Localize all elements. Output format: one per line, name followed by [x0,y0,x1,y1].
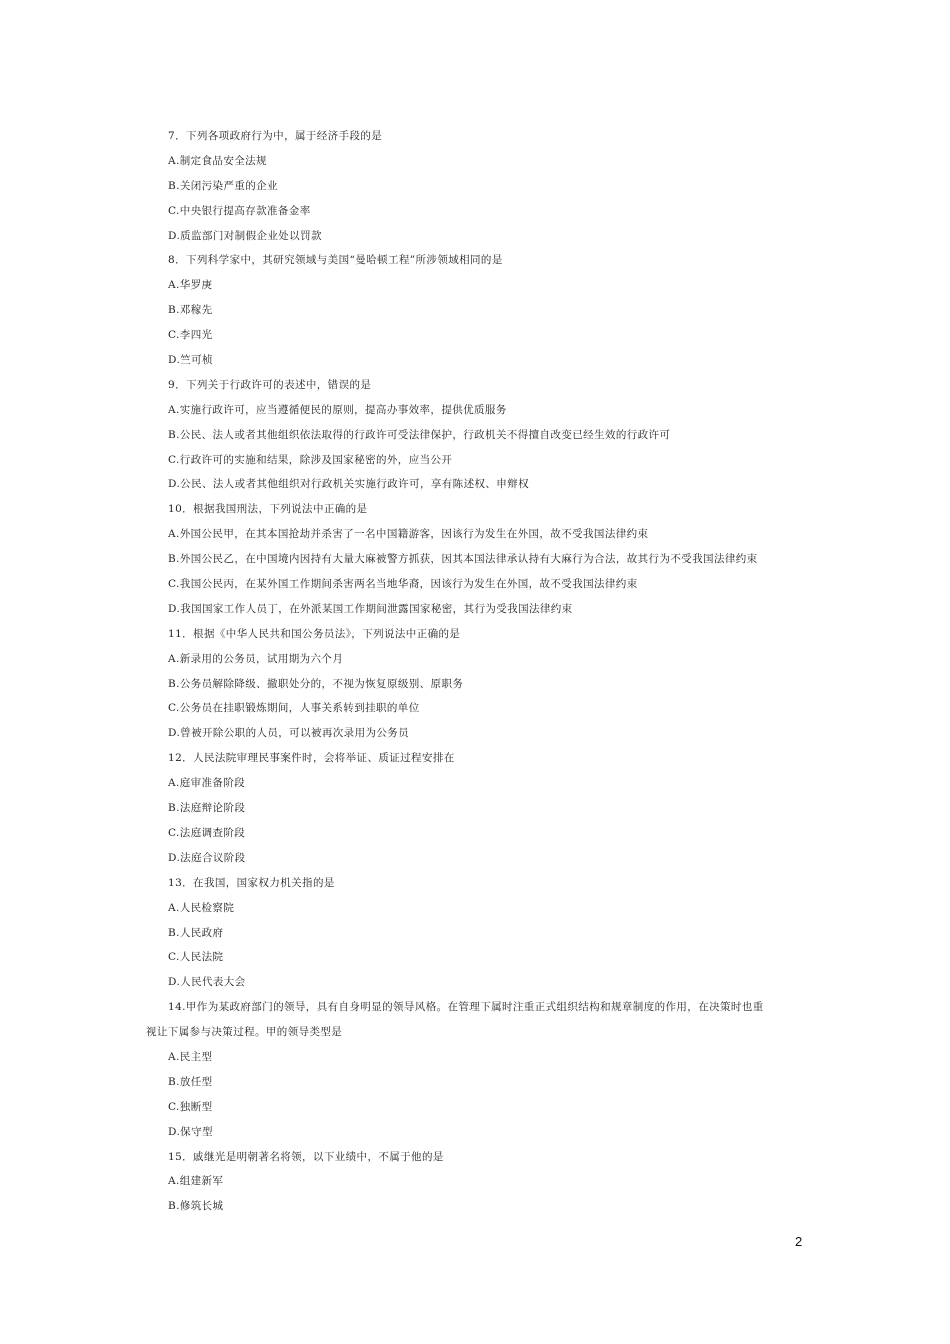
page-number: 2 [795,1234,803,1249]
option-c: C.法庭调查阶段 [168,826,246,839]
option-d: D.人民代表大会 [168,976,246,989]
question-stem: 13．在我国，国家权力机关指的是 [168,876,335,889]
option-a: A.新录用的公务员，试用期为六个月 [168,652,344,665]
option-a: A.组建新军 [168,1175,224,1188]
option-d: D.曾被开除公职的人员，可以被再次录用为公务员 [168,727,410,740]
option-c: C.行政许可的实施和结果，除涉及国家秘密的外，应当公开 [168,453,453,466]
option-d: D.我国国家工作人员丁，在外派某国工作期间泄露国家秘密，其行为受我国法律约束 [168,602,573,615]
option-c: C.独断型 [168,1100,213,1113]
question-9 [168,373,818,497]
question-stem: 11．根据《中华人民共和国公务员法》，下列说法中正确的是 [168,627,461,640]
question-stem: 7．下列各项政府行为中，属于经济手段的是 [168,130,383,142]
question-14 [146,995,818,1144]
question-10 [168,497,818,621]
question-stem: 12．人民法院审理民事案件时，会将举证、质证过程安排在 [168,752,455,765]
option-b: B.法庭辩论阶段 [168,802,246,815]
option-c: C.公务员在挂职锻炼期间，人事关系转到挂职的单位 [168,702,420,715]
option-b: B.人民政府 [168,926,224,939]
option-b: B.邓稼先 [168,304,213,317]
question-15 [168,1145,818,1220]
option-a: A.华罗庚 [168,279,213,292]
question-11 [168,622,818,746]
option-d: D.竺可桢 [168,354,213,367]
option-a: A.实施行政许可，应当遵循便民的原则，提高办事效率，提供优质服务 [168,403,507,416]
option-c: C.人民法院 [168,951,224,964]
question-stem: 9．下列关于行政许可的表述中，错误的是 [168,378,372,391]
question-13 [168,871,818,995]
option-b: B.公民、法人或者其他组织依法取得的行政许可受法律保护，行政机关不得擅自改变已经生效的行政许可 [168,428,671,441]
question-stem-line-2: 视让下属参与决策过程。甲的领导类型是 [146,1026,343,1039]
option-d: D.法庭合议阶段 [168,851,246,864]
option-b: B.关闭污染严重的企业 [168,179,278,192]
question-stem-line-1: 14.甲作为某政府部门的领导，具有自身明显的领导风格。在管理下属时注重正式组织结构和规章制度的作用，在决策时也重 [168,1001,764,1014]
option-b: B.放任型 [168,1075,213,1088]
option-d: D.保守型 [168,1125,213,1138]
option-b: B.公务员解除降级、撤职处分的，不视为恢复原级别、原职务 [168,677,464,690]
option-b: B.修筑长城 [168,1200,224,1213]
option-b: B.外国公民乙，在中国境内因持有大量大麻被警方抓获，因其本国法律承认持有大麻行为合法，故其行为不受我国法律约束 [168,553,758,566]
option-a: A.外国公民甲，在其本国抢劫并杀害了一名中国籍游客，因该行为发生在外国，故不受我国法律约束 [168,528,649,541]
option-c: C.中央银行提高存款准备金率 [168,204,311,217]
question-12 [168,746,818,870]
option-d: D.质监部门对制假企业处以罚款 [168,229,322,242]
question-stem: 8．下列科学家中，其研究领域与美国“曼哈顿工程”所涉领域相同的是 [168,254,503,267]
question-stem: 10．根据我国刑法，下列说法中正确的是 [168,503,368,516]
question-stem: 15．戚继光是明朝著名将领，以下业绩中，不属于他的是 [168,1150,444,1163]
option-d: D.公民、法人或者其他组织对行政机关实施行政许可，享有陈述权、申辩权 [168,478,529,491]
option-a: A.民主型 [168,1050,213,1063]
option-a: A.制定食品安全法规 [168,154,267,167]
option-c: C.李四光 [168,329,213,342]
option-c: C.我国公民丙，在某外国工作期间杀害两名当地华裔，因该行为发生在外国，故不受我国法律约束 [168,578,638,591]
question-8 [168,248,818,372]
option-a: A.庭审准备阶段 [168,777,246,790]
question-7 [168,124,818,248]
option-a: A.人民检察院 [168,901,235,914]
exam-content [146,124,818,1219]
